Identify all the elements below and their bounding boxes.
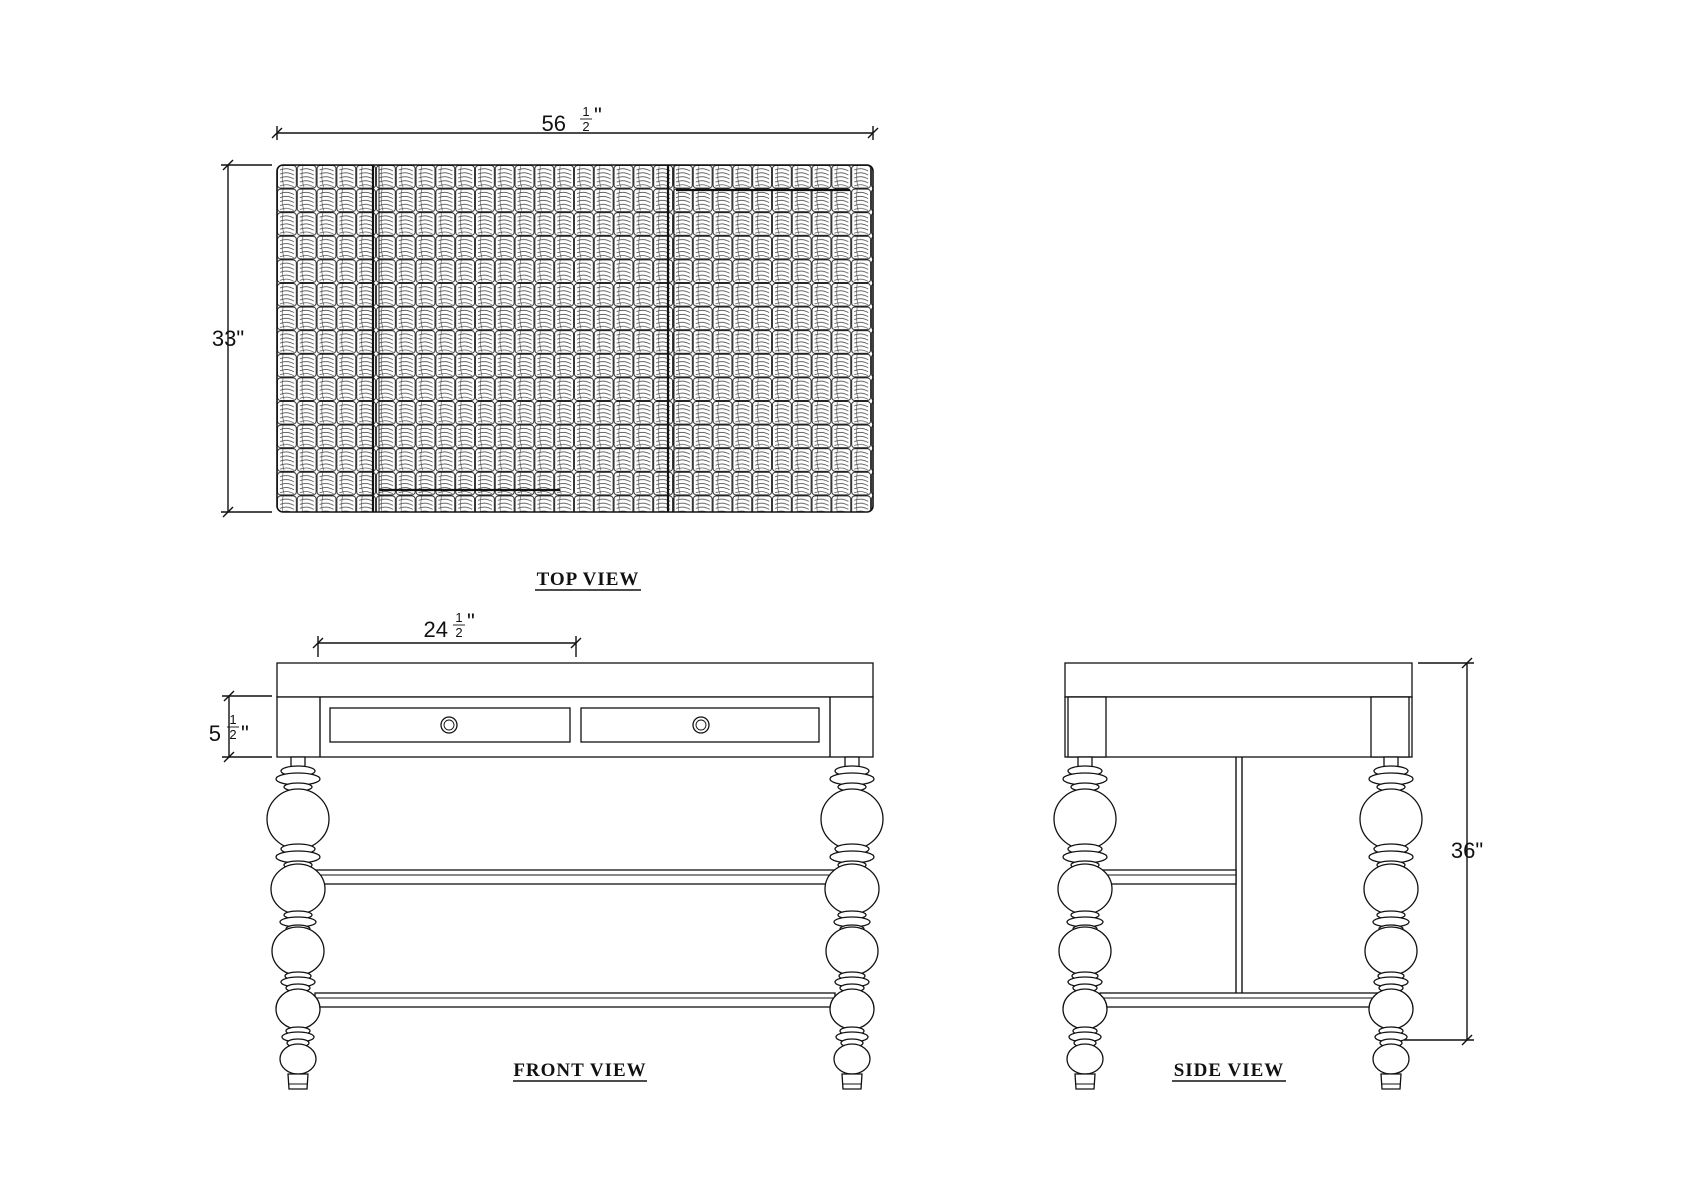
apron-height-dimension [209,691,272,762]
side-front-leg [1054,757,1116,1089]
overall-width-denominator: 2 [582,119,590,134]
top-view-caption: TOP VIEW [536,569,640,590]
depth-dimension [212,160,272,517]
woven-tabletop [277,165,873,512]
top-view [212,103,878,590]
side-view-caption: SIDE VIEW [1173,1060,1285,1081]
drawer-width-numerator: 1 [455,610,463,625]
overall-width-whole: 56 [541,111,566,136]
overall-width-suffix: " [594,103,602,128]
depth-label: 33" [211,326,245,351]
drawer-width-dimension [313,609,581,657]
front-view-caption: FRONT VIEW [513,1060,647,1081]
drawer-width-whole: 24 [423,617,448,642]
apron-height-whole: 5 [208,721,221,746]
height-dimension [1404,658,1483,1045]
drawer-width-suffix: " [467,609,475,634]
overall-width-dimension [272,103,878,140]
overall-width-numerator: 1 [582,104,590,119]
side-back-leg [1360,757,1422,1089]
front-right-leg [821,757,883,1089]
apron-height-numerator: 1 [229,712,237,727]
drawer-width-denominator: 2 [455,625,463,640]
front-view [209,609,883,1089]
apron-height-suffix: " [241,721,249,746]
left-drawer-knob [441,717,457,733]
height-label: 36" [1450,838,1484,863]
front-left-leg [267,757,329,1089]
apron-height-denominator: 2 [229,727,237,742]
right-drawer-knob [693,717,709,733]
side-view [1054,658,1483,1089]
